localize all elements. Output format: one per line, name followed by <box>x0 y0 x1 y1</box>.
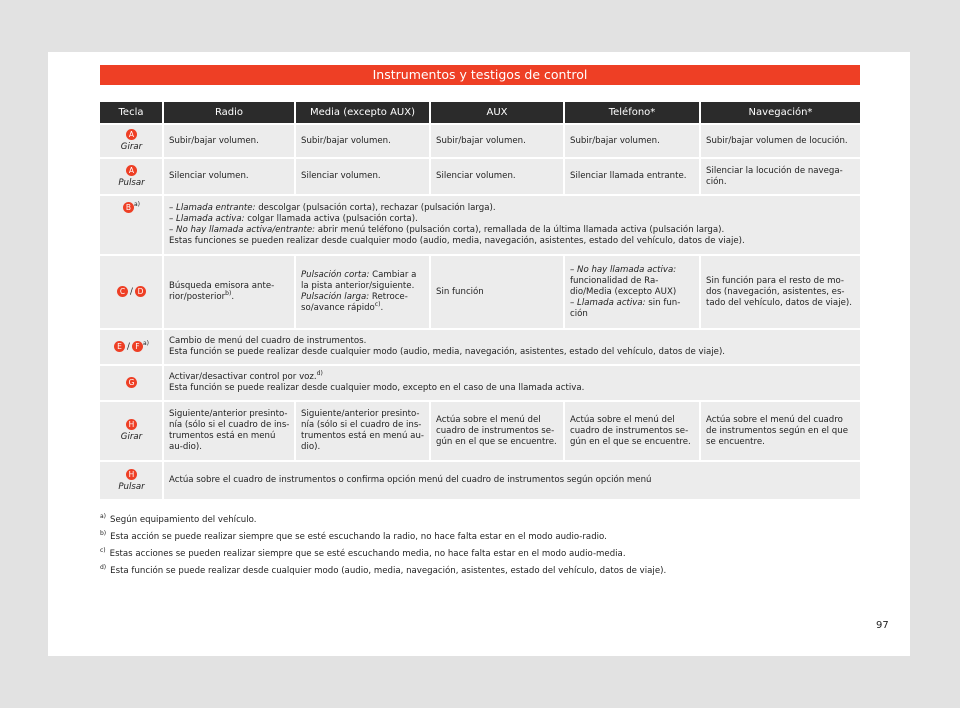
key-badge-d: D <box>135 286 146 297</box>
footnote-text: Esta acción se puede realizar siempre que se esté escuchando la radio, no hace falta estar en el modo audio-radio. <box>110 532 607 542</box>
cell-media <box>295 255 430 329</box>
key-badge-h: H <box>126 419 137 430</box>
b-line-1-text: descolgar (pulsación corta), rechazar (pulsación larga). <box>255 203 496 213</box>
cell-aux: Silenciar volumen. <box>430 158 564 195</box>
cd-tel-label-2: – Llamada activa: <box>570 297 646 308</box>
cd-tel-text-1: funcionalidad de Ra-dio/Media (excepto AUX) <box>570 275 677 297</box>
key-cell <box>100 461 163 499</box>
cell-radio: Silenciar volumen. <box>163 158 295 195</box>
key-separator: / <box>130 287 133 297</box>
cd-media-text-1: Cambiar a la pista anterior/siguiente. <box>301 270 417 291</box>
cd-media-label-2: Pulsación larga: <box>301 292 370 302</box>
header-navegacion: Navegación* <box>700 102 860 124</box>
footnote-text: Estas acciones se pueden realizar siempre que se esté escuchando media, no hace falta estar en el modo audio-media. <box>109 549 626 559</box>
footnote-mark: c) <box>100 547 106 555</box>
ef-line-2: Esta función se puede realizar desde cualquier modo (audio, media, navegación, asistentes, estado del vehículo, datos de viaje). <box>169 347 726 357</box>
footnote <box>100 529 860 546</box>
table-row <box>100 255 860 329</box>
controls-table <box>100 102 860 499</box>
key-cell <box>100 124 163 158</box>
cell-aux: Subir/bajar volumen. <box>430 124 564 158</box>
b-line-1 <box>169 203 856 214</box>
cd-media-text-2: Retroce-so/avance rápido <box>301 292 408 313</box>
header-media: Media (excepto AUX) <box>295 102 430 124</box>
cell-b-description <box>163 195 860 255</box>
cell-media: Siguiente/anterior presinto-nía (sólo si el cuadro de ins-trumentos está en menú au-dio). <box>295 401 430 461</box>
cd-tel-label-1: – No hay llamada activa: <box>570 264 677 275</box>
cell-navegacion: Subir/bajar volumen de locución. <box>700 124 860 158</box>
cell-navegacion: Sin función para el resto de mo-dos (navegación, asistentes, es-tado del vehículo, datos de viaje). <box>700 255 860 329</box>
key-badge-c: C <box>117 286 128 297</box>
b-line-3-text: abrir menú teléfono (pulsación corta), remallada de la última llamada activa (pulsación larga). <box>315 225 725 235</box>
table-row <box>100 195 860 255</box>
cd-tel-line-2 <box>570 298 695 320</box>
cd-media-line-2 <box>301 292 425 314</box>
cd-media-line-1 <box>301 270 425 292</box>
key-badge-a: A <box>126 165 137 176</box>
header-tecla: Tecla <box>100 102 163 124</box>
cd-radio-text: Búsqueda emisora ante-rior/posterior <box>169 281 275 302</box>
cell-g-description <box>163 365 860 401</box>
key-action-label: Pulsar <box>118 177 145 188</box>
cell-telefono <box>564 255 700 329</box>
cell-radio: Subir/bajar volumen. <box>163 124 295 158</box>
footnote-text: Esta función se puede realizar desde cualquier modo (audio, media, navegación, asistentes, estado del vehículo, datos de viaje). <box>110 566 667 576</box>
key-cell <box>100 329 163 365</box>
g-line-1 <box>169 372 856 383</box>
b-line-2-text: colgar llamada activa (pulsación corta). <box>244 214 418 224</box>
header-aux: AUX <box>430 102 564 124</box>
table-row <box>100 461 860 499</box>
key-cell <box>100 158 163 195</box>
key-badge-h: H <box>126 469 137 480</box>
cell-radio <box>163 255 295 329</box>
table-row <box>100 365 860 401</box>
cell-aux: Sin función <box>430 255 564 329</box>
footnote-ref: a) <box>133 201 141 209</box>
key-action-label: Pulsar <box>118 481 145 492</box>
b-line-1-label: – Llamada entrante: <box>169 203 256 213</box>
cell-radio: Siguiente/anterior presinto-nía (sólo si el cuadro de ins-trumentos está en menú au-dio). <box>163 401 295 461</box>
section-title-banner: Instrumentos y testigos de control <box>100 65 860 85</box>
key-action-label: Girar <box>120 432 143 442</box>
footnote <box>100 546 860 563</box>
footnote <box>100 563 860 580</box>
footnote-mark: d) <box>100 564 107 572</box>
cell-h-pulsar-description: Actúa sobre el cuadro de instrumentos o confirma opción menú del cuadro de instrumentos según opción menú <box>163 461 860 499</box>
cell-navegacion: Silenciar la locución de navega-ción. <box>700 158 860 195</box>
footnotes <box>100 512 860 580</box>
footnote-ref: b) <box>225 290 232 298</box>
b-line-4: Estas funciones se pueden realizar desde cualquier modo (audio, media, navegación, asistentes, estado del vehículo, datos de viaje). <box>169 236 745 246</box>
ef-line-1: Cambio de menú del cuadro de instrumentos. <box>169 336 367 346</box>
footnote <box>100 512 860 529</box>
key-badge-f: F <box>132 341 143 352</box>
footnote-ref: a) <box>142 340 149 348</box>
footnote-mark: b) <box>100 530 107 538</box>
cd-tel-line-1 <box>570 265 695 298</box>
b-line-3-label: – No hay llamada activa/entrante: <box>169 225 316 235</box>
cell-ef-description <box>163 329 860 365</box>
g-line-1-text: Activar/desactivar control por voz. <box>169 372 317 382</box>
header-telefono: Teléfono* <box>564 102 700 124</box>
cell-telefono: Silenciar llamada entrante. <box>564 158 700 195</box>
table-row <box>100 329 860 365</box>
header-radio: Radio <box>163 102 295 124</box>
cd-tel-text-2: sin fun-ción <box>570 297 681 319</box>
key-badge-g: G <box>126 377 137 388</box>
key-badge-b: B <box>123 202 134 213</box>
footnote-ref: c) <box>374 301 381 309</box>
b-line-2 <box>169 214 856 225</box>
key-separator: / <box>127 342 130 352</box>
cd-radio-end: . <box>231 292 235 302</box>
cd-media-end: . <box>380 303 384 313</box>
b-line-2-label: – Llamada activa: <box>169 214 245 224</box>
cell-telefono: Actúa sobre el menú del cuadro de instrumentos se-gún en el que se encuentre. <box>564 401 700 461</box>
footnote-ref: d) <box>316 370 323 378</box>
key-badge-a: A <box>126 129 137 140</box>
table-header-row <box>100 102 860 124</box>
footnote-mark: a) <box>100 513 107 521</box>
table-row <box>100 124 860 158</box>
key-cell <box>100 401 163 461</box>
cell-navegacion: Actúa sobre el menú del cuadro de instrumentos según en el que se encuentre. <box>700 401 860 461</box>
table-row <box>100 401 860 461</box>
cd-media-label-1: Pulsación corta: <box>301 270 370 280</box>
footnote-text: Según equipamiento del vehículo. <box>110 515 257 525</box>
cell-media: Subir/bajar volumen. <box>295 124 430 158</box>
cell-telefono: Subir/bajar volumen. <box>564 124 700 158</box>
key-cell <box>100 195 163 255</box>
key-cell <box>100 365 163 401</box>
page-number: 97 <box>876 620 889 631</box>
cell-aux: Actúa sobre el menú del cuadro de instrumentos se-gún en el que se encuentre. <box>430 401 564 461</box>
table-row <box>100 158 860 195</box>
cell-media: Silenciar volumen. <box>295 158 430 195</box>
g-line-2: Esta función se puede realizar desde cualquier modo, excepto en el caso de una llamada activa. <box>169 383 585 393</box>
key-cell <box>100 255 163 329</box>
b-line-3 <box>169 225 856 236</box>
key-badge-e: E <box>114 341 125 352</box>
key-action-label: Girar <box>120 142 143 152</box>
